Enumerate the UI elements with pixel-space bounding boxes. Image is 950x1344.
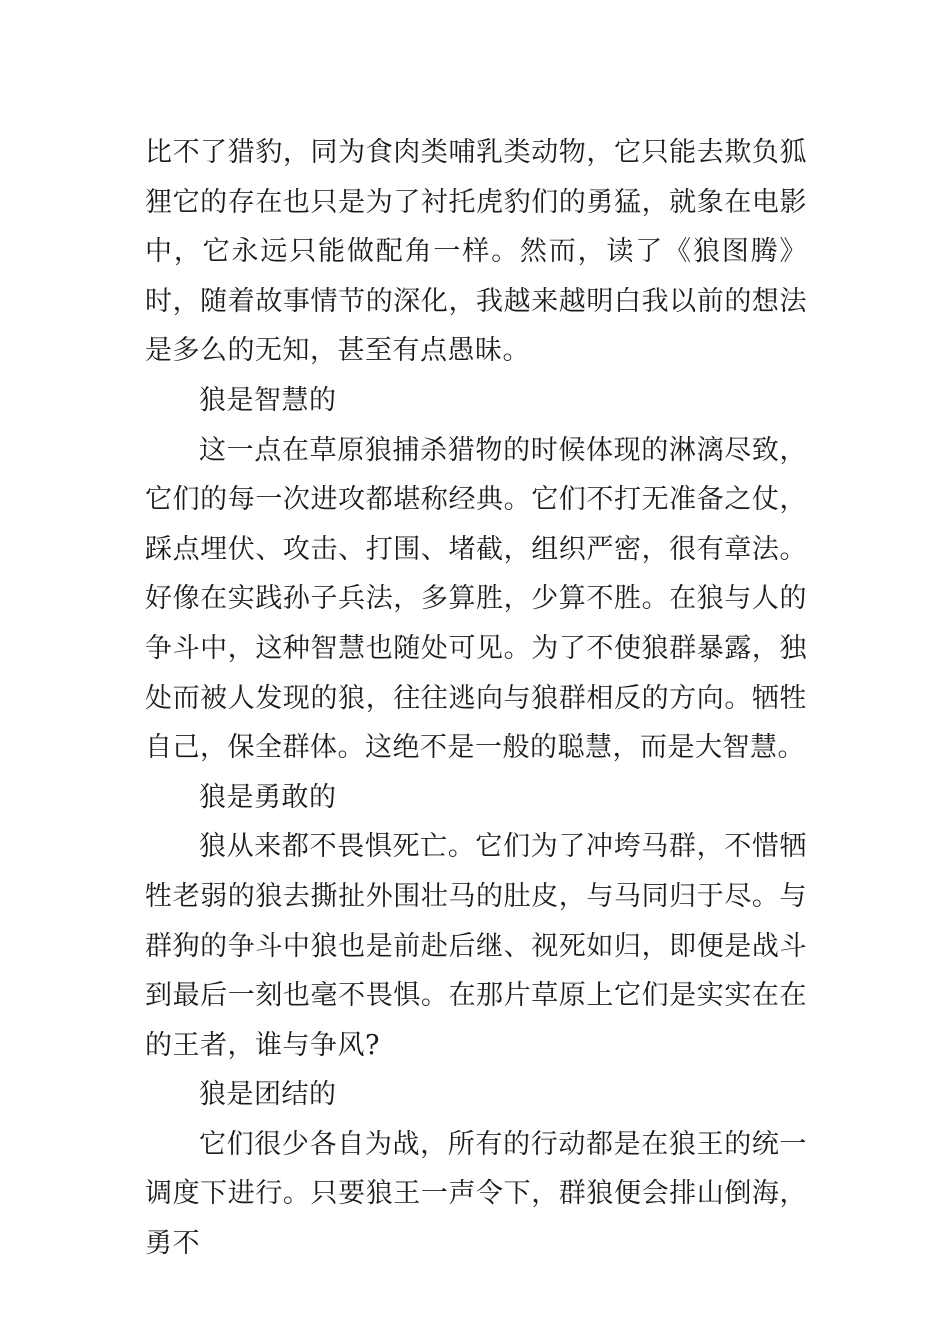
body-paragraph-wisdom: 这一点在草原狼捕杀猎物的时候体现的淋漓尽致，它们的每一次进攻都堪称经典。它们不打无准备之仗，踩点埋伏、攻击、打围、堵截，组织严密，很有章法。好像在实践孙子兵法，多算胜，少算不胜。在狼与人的争斗中，这种智慧也随处可见。为了不使狼群暴露，独处而被人发现的狼，往往逃向与狼群相反的方向。牺牲自己，保全群体。这绝不是一般的聪慧，而是大智慧。 <box>145 434 807 764</box>
section-heading-bravery: 狼是勇敢的 <box>199 781 337 813</box>
section-heading-unity: 狼是团结的 <box>199 1079 337 1111</box>
body-paragraph-unity: 它们很少各自为战，所有的行动都是在狼王的统一调度下进行。只要狼王一声令下，群狼便会排山倒海，勇不 <box>145 1128 807 1260</box>
body-paragraph-intro: 比不了猎豹，同为食肉类哺乳类动物，它只能去欺负狐狸它的存在也只是为了衬托虎豹们的勇猛，就象在电影中，它永远只能做配角一样。然而，读了《狼图腾》时，随着故事情节的深化，我越来越明白我以前的想法是多么的无知，甚至有点愚昧。 <box>145 137 807 367</box>
section-heading-wisdom: 狼是智慧的 <box>199 384 337 416</box>
body-paragraph-bravery: 狼从来都不畏惧死亡。它们为了冲垮马群，不惜牺牲老弱的狼去撕扯外围壮马的肚皮，与马同归于尽。与群狗的争斗中狼也是前赴后继、视死如归，即便是战斗到最后一刻也毫不畏惧。在那片草原上它们是实实在在的王者，谁与争风? <box>145 831 807 1061</box>
document-page <box>145 128 807 1269</box>
